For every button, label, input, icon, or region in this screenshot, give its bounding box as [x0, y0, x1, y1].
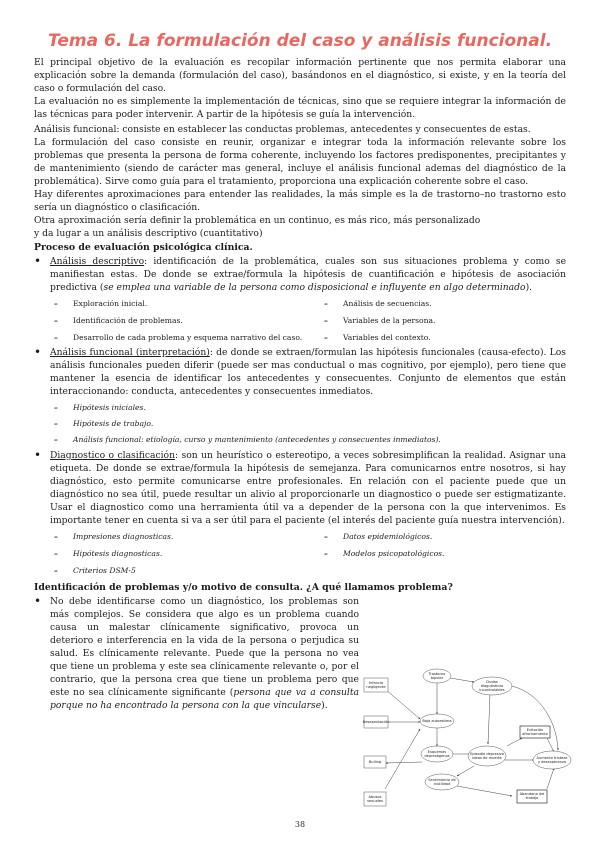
descriptive-subitems: [34, 297, 566, 344]
term-descriptive-analysis: Análisis descriptivo: [50, 256, 145, 267]
sub-item: – Desarrollo de cada problema y esquema narrativo del caso.: [54, 331, 324, 344]
node-episodio-label-2: ideas de muerte: [472, 756, 502, 760]
sub-item: – Criterios DSM-5: [54, 564, 324, 577]
node-bulling-label: Bulling: [368, 760, 382, 764]
bullet-italic: se emplea una variable de la persona como disposicional e influyente en algo determinado: [103, 282, 526, 293]
sub-item: – Análisis funcional: etiología, curso y mantenimiento (antecedentes y consecuentes inmediatos).: [54, 433, 566, 446]
node-desaprobacion-label: Desaprobación: [362, 720, 390, 724]
paragraph-case-formulation: La formulación del caso consiste en reunir, organizar e integrar toda la información relevante sobre los problemas que presenta la persona de forma coherente, incluyendo los factores predisponentes, precipitantes y de mantenimiento (siendo de carácter mas general, incluye el análisis funcional ademas del diagnóstico de la problemática). Sirve como guía para el tratamiento, proporciona una explicación coherente sobre el caso.: [34, 137, 566, 187]
sub-item: – Hipótesis diagnosticas.: [54, 547, 324, 560]
node-esquemas-label-2: depresógenos: [424, 754, 450, 758]
paragraph-approaches: Hay diferentes aproximaciones para entender las realidades, la más simple es la de trastorno–no trastorno esto sería un diagnóstico o clasificación.: [34, 189, 566, 213]
functional-subitems: [34, 401, 566, 446]
node-episodio-label-1: Episodio depresivo: [470, 752, 504, 756]
node-infancia-label-2: negligente: [366, 685, 386, 689]
bullet-descriptive-analysis: [34, 255, 566, 294]
bullet-end: ).: [525, 282, 533, 293]
section-heading-problems: Identificación de problemas y/o motivo de consulta. ¿A qué llamamos problema?: [34, 582, 453, 593]
term-diagnosis: Diagnostico o clasificación: [50, 450, 175, 461]
node-abusos-label-1: Abusos: [368, 795, 382, 799]
case-formulation-diagram: [362, 664, 572, 820]
paragraph-descriptive: y da lugar a un análisis descriptivo (cuantitativo): [34, 228, 263, 239]
node-esquemas-label-1: Esquemas: [427, 750, 447, 754]
node-trastorno-label-2: bipolar: [430, 676, 444, 680]
node-dudas-label-3: incontrolables: [479, 688, 505, 692]
sub-item: – Análisis de secuencias.: [324, 297, 544, 310]
sub-item: – Hipótesis iniciales.: [54, 401, 566, 414]
sub-item: – Identificación de problemas.: [54, 314, 324, 327]
diagram-nodes: [363, 669, 571, 806]
node-infancia-label-1: Infancia: [368, 681, 384, 685]
node-evitacion-label-1: Evitación: [526, 728, 544, 732]
page-title: Tema 6. La formulación del caso y análisis funcional.: [47, 31, 553, 51]
node-sentimiento-label-1: Sentimiento de: [428, 778, 456, 782]
page-number: 38: [294, 820, 306, 829]
bullet-text: : de donde se extraen/formulan las hipótesis funcionales (causa-efecto). Los análisis funcionales pueden diferir (puede ser mas conductual o mas cognitivo, por ejemplo), pero tiene que mantener la esencia de identificar los antecedentes y consecuentes. Conjunto de elementos que están interaccionando: conducta, antecedentes y consecuentes inmediatos.: [50, 347, 567, 397]
sub-item: – Datos epidemiológicos.: [324, 530, 544, 543]
node-baja-label: Baja autoestima: [422, 719, 452, 723]
paragraph-objective: El principal objetivo de la evaluación es recopilar información pertinente que nos permita elaborar una explicación sobre la demanda (formulación del caso), basándonos en el diagnóstico, si existe, y en la teoría del caso o formulación del caso.: [34, 57, 566, 94]
bullet-text: : identificación de la problemática, cuales son sus situaciones problema y como se manifiestan estas. De donde se extrae/formula la hipótesis de cuantificación e hipótesis de asociación predictiva (: [50, 256, 567, 293]
sub-item: – Variables del contexto.: [324, 331, 544, 344]
node-dudas-label-2: diagnósticos: [480, 684, 504, 688]
section-heading-process: Proceso de evaluación psicológica clínica.: [34, 242, 253, 253]
node-aumento-label-2: y desesperanza: [537, 760, 567, 764]
bullet-end: ).: [321, 700, 328, 711]
node-sentimiento-label-2: inutilidad: [433, 782, 451, 786]
paragraph-functional-analysis: Análisis funcional: consiste en establecer las conductas problemas, antecedentes y consecuentes de estas.: [34, 124, 531, 135]
sub-item: – Hipótesis de trabajo.: [54, 417, 566, 430]
bullet-text: No debe identificarse como un diagnóstico, los problemas son más complejos. Se considera que algo es un problema cuando causa un malestar clínicamente significativo, provoca un deterioro e interferencia en la vida de la persona o perjudica su salud. Es clínicamente relevante. Puede que la persona no vea que tiene un problema y este sea clínicamente relevante o, por el contrario, que la persona crea que tiene un problema pero que este no sea clínicamente significante (: [50, 596, 359, 698]
node-dudas-label-1: Dudas: [486, 680, 498, 684]
bullet-text: : son un heurístico o estereotipo, a veces sobresimplifican la realidad. Asignar una etiqueta. De donde se extrae/formula la hipótesis de semejanza. Para comunicarnos entre nosotros, si hay diagnóstico, esto permite comunicarse entre profesionales. En relación con el paciente puede que un diagnóstico no sea útil, puede resultar un alivio al proporcionarle un diagnostico o puede ser estigmatizante. Usar el diagnostico como una herramienta útil va a depender de la persona con la que intervenimos. Es importante tener en cuenta si va a ser útil para el paciente (el interés del paciente guía nuestra intervención).: [50, 450, 566, 526]
paragraph-evaluation: La evaluación no es simplemente la implementación de técnicas, sino que se requiere integrar la información de las técnicas para poder intervenir. A partir de la hipótesis se guía la intervención.: [34, 96, 566, 120]
node-abusos-label-2: sexuales: [367, 799, 383, 803]
sub-item: – Impresiones diagnosticas.: [54, 530, 324, 543]
paragraph-continuum: Otra aproximación sería definir la problemática en un continuo, es más rico, más personalizado: [34, 215, 481, 226]
node-evitacion-label-2: afrontamiento: [522, 732, 548, 736]
node-abandono-label-2: trabajo: [525, 796, 539, 800]
bullet-functional-analysis: [34, 346, 566, 398]
term-functional-analysis: Análisis funcional (interpretación): [50, 347, 210, 358]
bullet-italic: persona que va a consulta porque no ha encontrado la persona con la que vincularse: [50, 687, 359, 711]
node-abandono-label-1: Abandono del: [519, 792, 545, 796]
node-aumento-label-1: Aumento tristeza: [536, 756, 568, 760]
sub-item: – Variables de la persona.: [324, 314, 544, 327]
sub-item: – Modelos psicopatológicos.: [324, 547, 544, 560]
bullet-problem-definition: [34, 595, 359, 712]
node-trastorno-label-1: Trastorno: [428, 672, 446, 676]
sub-item: – Exploración inicial.: [54, 297, 324, 310]
diagnosis-subitems: [34, 530, 566, 577]
bullet-diagnosis: [34, 449, 566, 527]
